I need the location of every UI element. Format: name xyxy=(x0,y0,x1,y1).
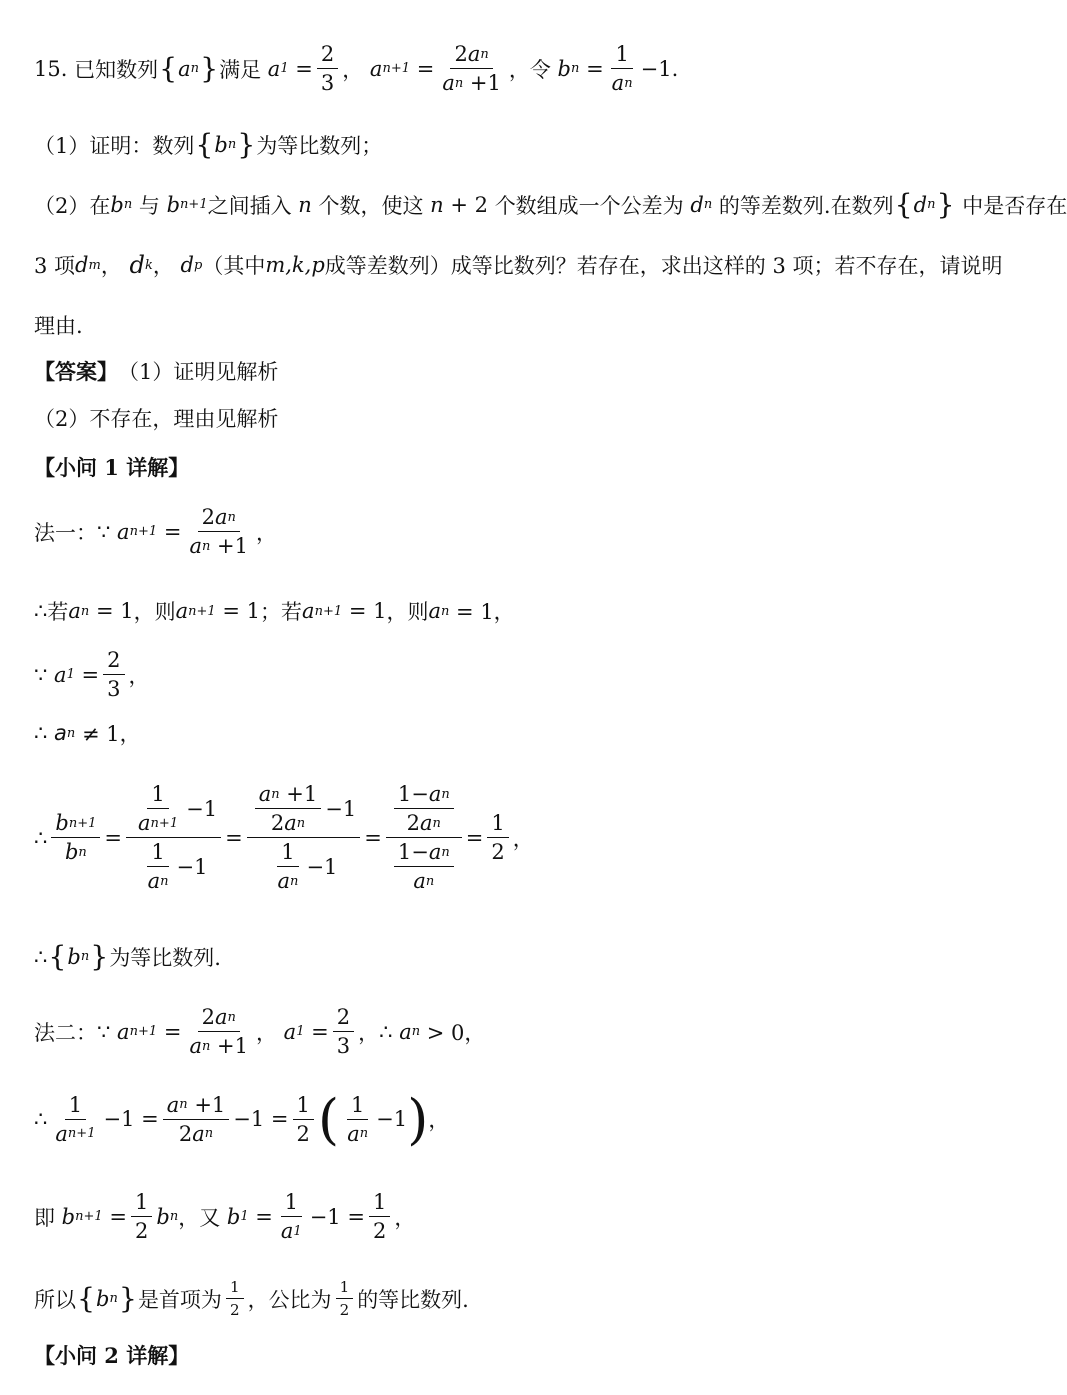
problem-number: 15. xyxy=(34,56,68,81)
problem-statement: 15. 已知数列 { a n } 满足 a 1 = $\frac{2}{3}$ ， a n+1 = 2 a n a n +1 ，令 b n = 1 a n −1 . xyxy=(34,42,679,95)
method1-conclusion: ∴ { b n } 为等比数列. xyxy=(34,940,221,973)
sub2-title: 【小问 2 详解】 xyxy=(34,1343,190,1368)
method1-line1: 法一： ∵ a n+1 = 2 a n a n +1 ， xyxy=(34,505,277,558)
part2-line2: 3 项 d m ， d k ， d p （其中 m,k,p 成等差数列）成等比数列？若存在，求出这样的 3 项；若不存在，请说明 xyxy=(34,251,1003,279)
method1-line2: ∴ 若 a n = 1 ，则 a n+1 = 1 ；若 a n+1 = 1 ，则 a n = 1， xyxy=(34,599,515,624)
sub1-title: 【小问 1 详解】 xyxy=(34,455,190,480)
answer-line: 【答案】 （1）证明见解析 xyxy=(34,356,1015,386)
answer-label: 【答案】 xyxy=(34,359,118,384)
part2-line3: 理由. xyxy=(34,314,83,338)
method2-line2: ∴ 1 a n+1 −1 = a n +1 2 a n −1 = $\frac{1}{2}$ ( 1 a n −1 ) ， xyxy=(34,1087,450,1151)
method1-line4: ∴ a n ≠ 1， xyxy=(34,721,141,746)
answer-line-2: （2）不存在，理由见解析 xyxy=(34,407,279,431)
method2-line3: 即 b n+1 = $\frac{1}{2}$ b n ，又 b 1 = 1 a 1 −1 = $\frac{1}{2}$ ， xyxy=(34,1190,416,1243)
method2-conclusion: 所以 { b n } 是首项为 $\frac{1}{2}$ ，公比为 $\frac{1}{2}$ 的等比数列. xyxy=(34,1278,469,1319)
method1-line3: ∵ a 1 = $\frac{2}{3}$ ， xyxy=(34,648,150,701)
method1-ratio-chain: ∴ b n+1 b n = 1 a n+1 −1 1 a n −1 = a n +1 2 a n −1 1 a n −1 = 1− a n 2 a n 1− a n a n = $\frac{1}{2}$ ， xyxy=(34,782,534,893)
part2-line1: （2）在 b n 与 b n+1 之间插入 n 个数，使这 n + 2 个数组成一个公差为 d n 的等差数列.在数列 { d n } 中是否存在 xyxy=(34,188,1067,221)
part1-statement: （1）证明：数列 { b n } 为等比数列； xyxy=(34,128,383,161)
method2-line1: 法二： ∵ a n+1 = 2 a n a n +1 ， a 1 = $\frac{2}{3}$ ， ∴ a n > 0， xyxy=(34,1005,486,1058)
